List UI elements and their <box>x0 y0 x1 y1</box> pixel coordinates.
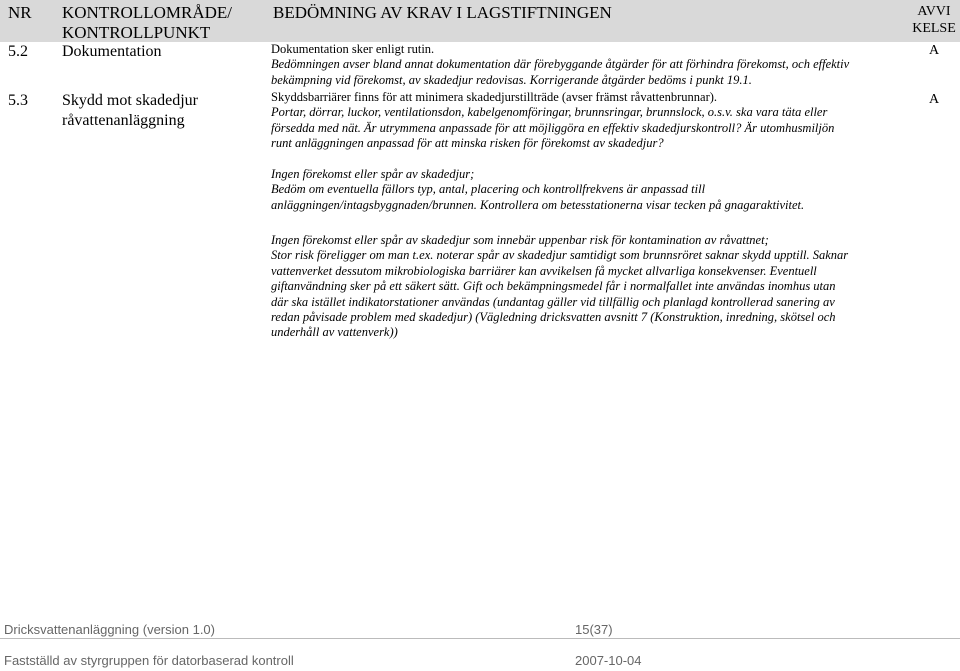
assessment-line: där ska istället indikatorstationer användas (undantag gäller vid tillfällig och planlagd kontrollerad sanering av <box>271 294 835 309</box>
assessment-line: försedda med nät. Är utrymmena anpassade för att möjliggöra en effektiv skadedjurskontroll? Är utomhusmiljön <box>271 120 835 135</box>
assessment-line: Ingen förekomst eller spår av skadedjur; <box>271 167 475 181</box>
assessment-line: giftanvändning sker på ett säkert sätt. Gift och bekämpningsmedel får i normalfallet inte användas inomhus utan <box>271 279 836 294</box>
row-title: Dokumentation <box>62 43 162 60</box>
footer-approved-by: Fastställd av styrgruppen för datorbaserad kontroll <box>4 653 294 668</box>
footer-date: 2007-10-04 <box>575 653 642 668</box>
row-verdict: A <box>928 92 940 107</box>
assessment-line: Stor risk föreligger om man t.ex. noterar spår av skadedjur samtidigt som brunnsröret saknar skydd upptill. Saknar <box>271 248 849 263</box>
assessment-line: Bedömningen avser bland annat dokumentation där förebyggande åtgärder för att förhindra förekomst, och effektiv <box>271 57 850 72</box>
header-area-line1: KONTROLLOMRÅDE/ <box>62 3 232 22</box>
header-assessment: BEDÖMNING AV KRAV I LAGSTIFTNINGEN <box>273 3 612 22</box>
header-area <box>62 3 232 43</box>
footer-divider <box>0 638 960 639</box>
header-nr: NR <box>8 3 32 22</box>
assessment-heading: Skyddsbarriärer finns för att minimera skadedjurstillträde (avser främst råvattenbrunnar). <box>271 90 718 104</box>
row-title <box>62 91 198 131</box>
header-verdict-line2: KELSE <box>912 21 956 36</box>
row-title-line2: råvattenanläggning <box>62 112 185 129</box>
row-verdict: A <box>928 43 940 58</box>
assessment-block-no-pests <box>271 167 907 213</box>
assessment-heading: Dokumentation sker enligt rutin. <box>271 42 435 56</box>
row-assessment <box>271 42 907 88</box>
row-nr: 5.3 <box>8 92 28 109</box>
header-area-line2: KONTROLLPUNKT <box>62 23 211 42</box>
assessment-line: Portar, dörrar, luckor, ventilationsdon, kabelgenomföringar, brunnsringar, brunnslock, o.s.v. ska vara täta eller <box>271 105 828 120</box>
header-verdict <box>912 3 956 37</box>
footer-page-number: 15(37) <box>575 622 613 637</box>
assessment-block-contamination-risk <box>271 233 907 341</box>
row-assessment <box>271 90 907 152</box>
assessment-line: redan påvisade problem med skadedjur) (Vägledning dricksvatten avsnitt 7 (Konstruktion, inredning, skötsel och <box>271 310 836 325</box>
footer-doc-name: Dricksvattenanläggning (version 1.0) <box>4 622 215 637</box>
row-title-line1: Skydd mot skadedjur <box>62 92 198 109</box>
assessment-line: bekämpning vid förekomst, av skadedjur redovisas. Korrigerande åtgärder bedöms i punkt 19.1. <box>271 72 752 87</box>
assessment-line: vattenverket dessutom mikrobiologiska barriärer kan avvikelsen få mycket allvarliga konsekvenser. Eventuell <box>271 263 817 278</box>
assessment-line: underhåll av vattenverk)) <box>271 325 398 340</box>
row-nr: 5.2 <box>8 43 28 60</box>
header-verdict-line1: AVVI <box>917 4 951 19</box>
assessment-line: Bedöm om eventuella fällors typ, antal, placering och kontrollfrekvens är anpassad till <box>271 182 706 197</box>
assessment-line: runt anläggningen anpassad för att minska risken för förekomst av skadedjur? <box>271 136 664 151</box>
assessment-line: anläggningen/intagsbyggnaden/brunnen. Kontrollera om betesstationerna visar tecken på gnagaraktivitet. <box>271 197 805 212</box>
assessment-line: Ingen förekomst eller spår av skadedjur som innebär uppenbar risk för kontamination av råvattnet; <box>271 233 769 247</box>
table-header <box>0 0 960 42</box>
